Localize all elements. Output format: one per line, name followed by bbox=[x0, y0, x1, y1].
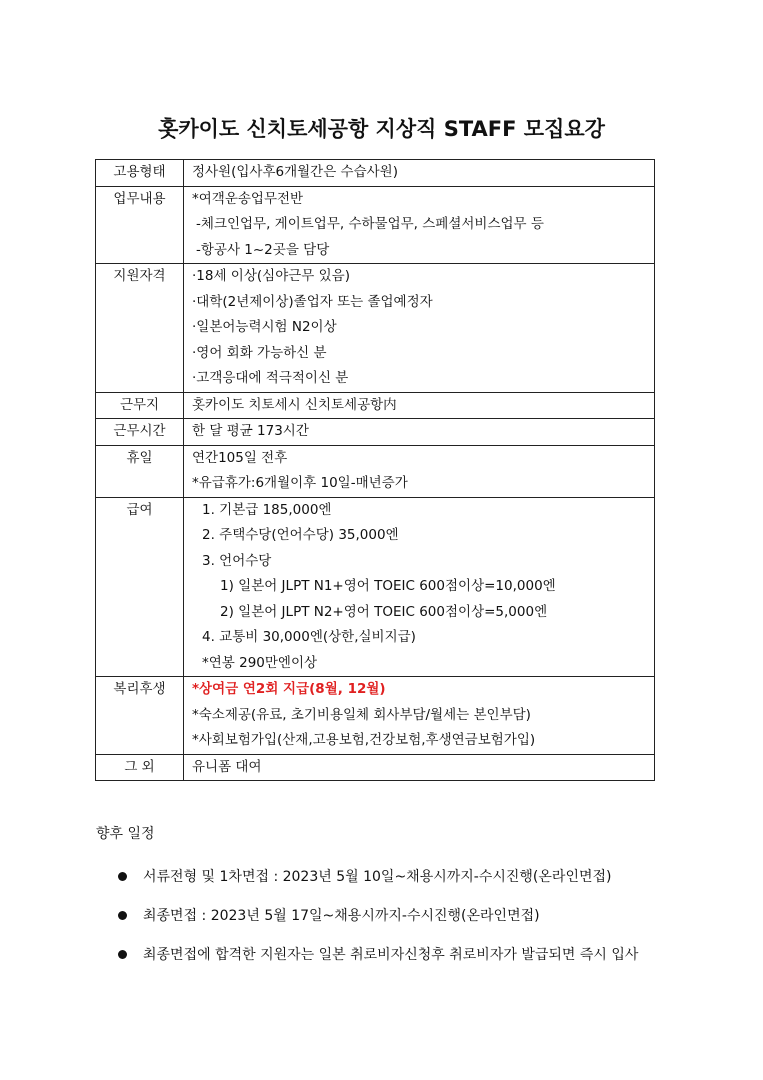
row-label: 고용형태 bbox=[96, 160, 184, 187]
content-line: ·일본어능력시험 N2이상 bbox=[192, 319, 337, 335]
table-row bbox=[96, 677, 655, 755]
content-line: 1) 일본어 JLPT N1+영어 TOEIC 600점이상=10,000엔 bbox=[220, 578, 556, 594]
bullet-icon bbox=[118, 872, 127, 881]
table-row bbox=[96, 445, 655, 497]
table-row bbox=[96, 264, 655, 393]
content-line: ·고객응대에 적극적이신 분 bbox=[192, 370, 349, 386]
content-line: 정사원(입사후6개월간은 수습사원) bbox=[192, 164, 398, 180]
schedule-text: 최종면접에 합격한 지원자는 일본 취로비자신청후 취로비자가 발급되면 즉시 입사 bbox=[143, 947, 639, 963]
content-line: *여객운송업무전반 bbox=[192, 190, 304, 207]
table-row bbox=[96, 754, 655, 781]
content-line: *연봉 290만엔이상 bbox=[202, 654, 318, 671]
content-line: -체크인업무, 게이트업무, 수하물업무, 스페셜서비스업무 등 bbox=[196, 216, 544, 232]
content-line: 2. 주택수당(언어수당) 35,000엔 bbox=[202, 527, 399, 543]
row-content bbox=[184, 160, 655, 187]
content-line: ·18세 이상(심야근무 있음) bbox=[192, 268, 350, 284]
row-label: 복리후생 bbox=[96, 677, 184, 755]
recruitment-table bbox=[95, 159, 655, 781]
schedule-item bbox=[118, 866, 611, 886]
table-row bbox=[96, 392, 655, 419]
table-row bbox=[96, 186, 655, 264]
bullet-icon bbox=[118, 950, 127, 959]
row-content bbox=[184, 445, 655, 497]
row-content bbox=[184, 677, 655, 755]
row-content bbox=[184, 392, 655, 419]
page-title: 홋카이도 신치토세공항 지상직 STAFF 모집요강 bbox=[158, 117, 605, 141]
content-line: *숙소제공(유료, 초기비용일체 회사부담/월세는 본인부담) bbox=[192, 706, 531, 723]
content-line: 4. 교통비 30,000엔(상한,실비지급) bbox=[202, 629, 416, 645]
schedule-text: 서류전형 및 1차면접 : 2023년 5월 10일~채용시까지-수시진행(온라인면접) bbox=[143, 869, 612, 885]
content-line: 2) 일본어 JLPT N2+영어 TOEIC 600점이상=5,000엔 bbox=[220, 603, 548, 620]
content-line: ·영어 회화 가능하신 분 bbox=[192, 344, 327, 361]
row-content bbox=[184, 186, 655, 264]
content-line: 연간105일 전후 bbox=[192, 449, 288, 466]
content-line: 1. 기본급 185,000엔 bbox=[202, 501, 332, 518]
content-line: 홋카이도 치토세시 신치토세공항内 bbox=[192, 396, 397, 413]
row-content bbox=[184, 419, 655, 446]
schedule-text: 최종면접 : 2023년 5월 17일~채용시까지-수시진행(온라인면접) bbox=[143, 908, 540, 924]
schedule-item bbox=[118, 905, 540, 925]
row-content bbox=[184, 497, 655, 677]
schedule-title: 향후 일정 bbox=[96, 826, 155, 842]
row-label: 지원자격 bbox=[96, 264, 184, 393]
content-line: ·대학(2년제이상)졸업자 또는 졸업예정자 bbox=[192, 293, 433, 310]
bullet-icon bbox=[118, 911, 127, 920]
row-content bbox=[184, 754, 655, 781]
row-label: 업무내용 bbox=[96, 186, 184, 264]
bonus-highlight: *상여금 연2회 지급(8월, 12월) bbox=[192, 681, 386, 697]
content-line: 한 달 평균 173시간 bbox=[192, 423, 309, 439]
row-content bbox=[184, 264, 655, 393]
content-line: *유급휴가:6개월이후 10일-매년증가 bbox=[192, 475, 408, 491]
content-line: 유니폼 대여 bbox=[192, 758, 262, 775]
schedule-item bbox=[118, 944, 638, 964]
row-label: 근무시간 bbox=[96, 419, 184, 446]
row-label: 그 외 bbox=[96, 754, 184, 781]
table-row bbox=[96, 419, 655, 446]
content-line: *사회보험가입(산재,고용보험,건강보험,후생연금보험가입) bbox=[192, 732, 536, 748]
row-label: 근무지 bbox=[96, 392, 184, 419]
row-label: 휴일 bbox=[96, 445, 184, 497]
table-row bbox=[96, 160, 655, 187]
table-row bbox=[96, 497, 655, 677]
content-line: -항공사 1~2곳을 담당 bbox=[196, 241, 330, 258]
row-label: 급여 bbox=[96, 497, 184, 677]
content-line: 3. 언어수당 bbox=[202, 552, 272, 569]
